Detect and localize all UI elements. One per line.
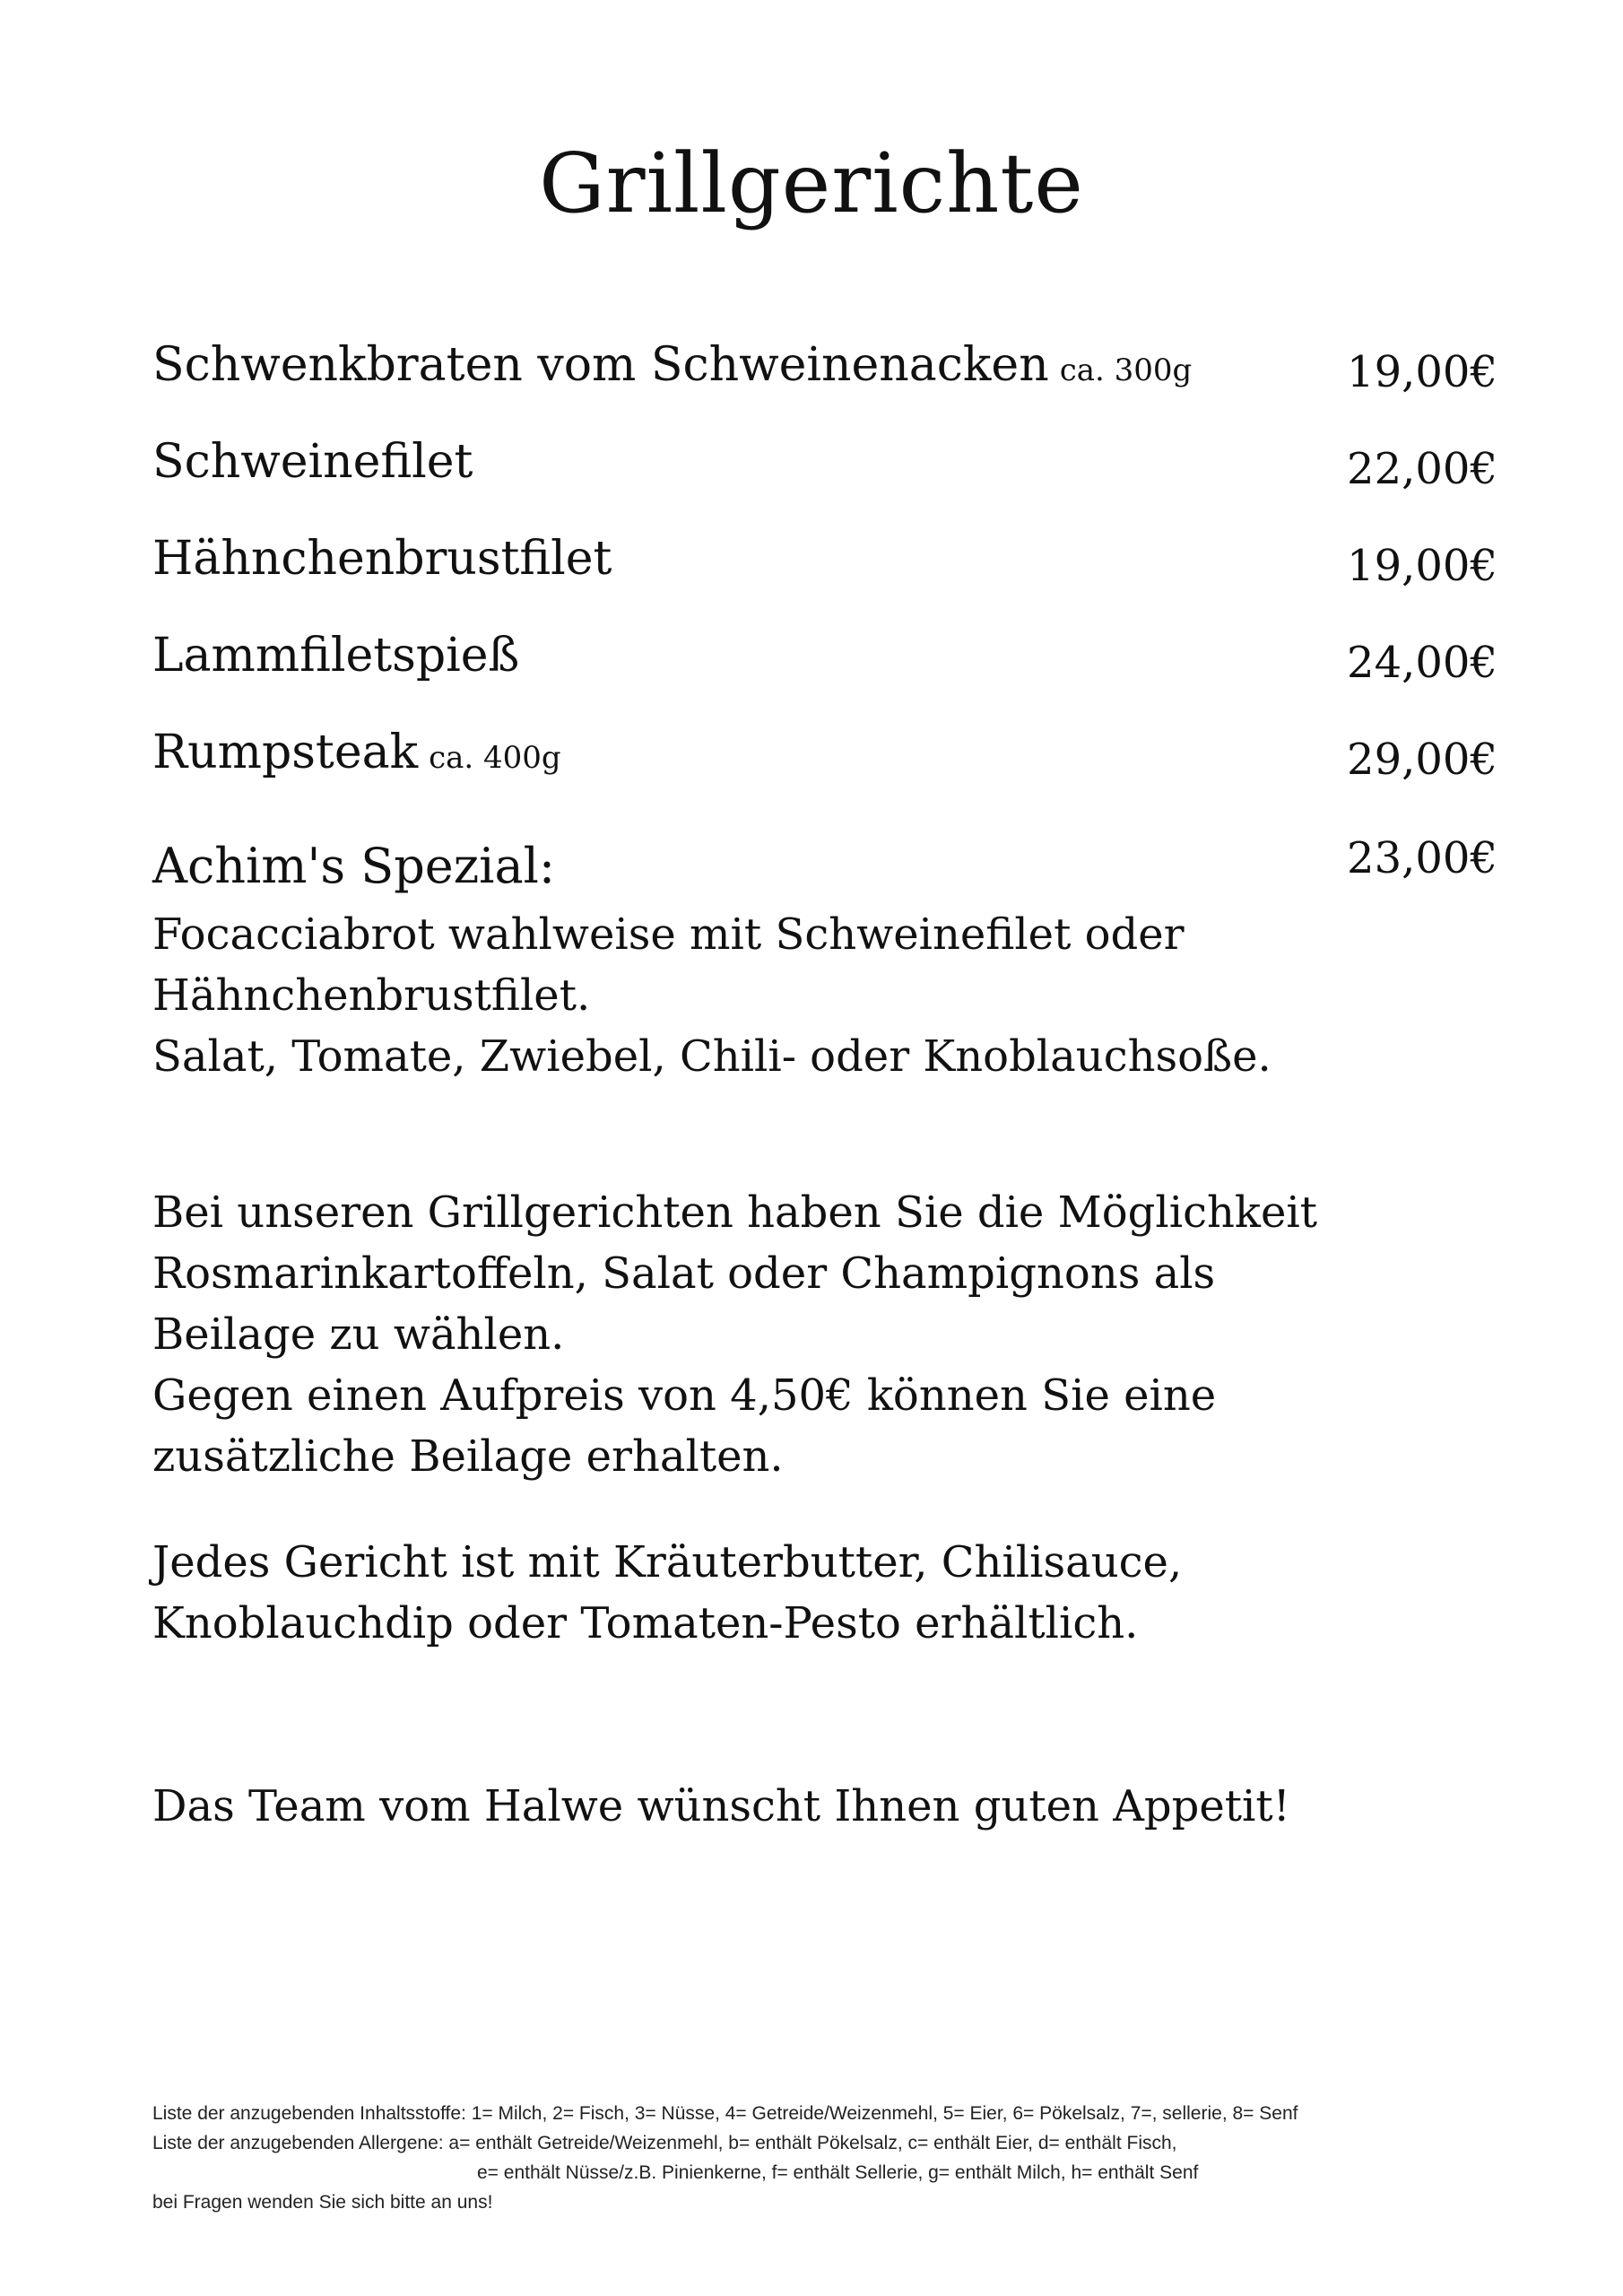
sauce-info (152, 1532, 1497, 1654)
page-title: Grillgerichte (539, 135, 1084, 231)
side-dish-info (152, 1182, 1497, 1487)
menu-item (152, 430, 1497, 527)
menu-item-price: 19,00€ (1347, 541, 1497, 591)
menu-item-weight: ca. 300g (1059, 352, 1193, 388)
special-line: Salat, Tomate, Zwiebel, Chili- oder Knoblauchsoße. (152, 1031, 1271, 1082)
contact-note: bei Fragen wenden Sie sich bitte an uns! (152, 2192, 493, 2213)
special-title: Achim's Spezial: (152, 838, 556, 894)
side-dish-line: Gegen einen Aufpreis von 4,50€ können Sie eine (152, 1370, 1217, 1421)
special-line: Focacciabrot wahlweise mit Schweinefilet oder (152, 909, 1185, 960)
menu-item (152, 624, 1497, 721)
menu-item-price: 24,00€ (1347, 638, 1497, 688)
special-offer (152, 834, 1497, 1087)
special-description (152, 904, 1497, 1087)
menu-item-name: Rumpsteak ca. 400g (152, 726, 561, 779)
menu-item-name: Hähnchenbrustfilet (152, 532, 612, 586)
side-dish-line: zusätzliche Beilage erhalten. (152, 1431, 784, 1482)
menu-item-name: Schwenkbraten vom Schweinenacken ca. 300g (152, 338, 1193, 392)
special-price: 23,00€ (1347, 833, 1497, 883)
menu-item-price: 22,00€ (1347, 444, 1497, 494)
allergens-list-continued: e= enthält Nüsse/z.B. Pinienkerne, f= enthält Sellerie, g= enthält Milch, h= enthält Senf (477, 2162, 1199, 2183)
side-dish-line: Rosmarinkartoffeln, Salat oder Champignons als (152, 1248, 1216, 1299)
sauce-line: Knoblauchdip oder Tomaten-Pesto erhältlich. (152, 1598, 1139, 1648)
menu-item (152, 527, 1497, 624)
special-header (152, 834, 1497, 904)
side-dish-line: Bei unseren Grillgerichten haben Sie die Möglichkeit (152, 1187, 1317, 1238)
menu-item-name: Schweinefilet (152, 435, 473, 489)
side-dish-line: Beilage zu wählen. (152, 1309, 565, 1360)
allergen-footer (152, 2099, 1497, 2217)
menu-item (152, 334, 1497, 430)
sauce-line: Jedes Gericht ist mit Kräuterbutter, Chilisauce, (152, 1537, 1183, 1587)
menu-item-price: 19,00€ (1347, 347, 1497, 397)
menu-item (152, 721, 1497, 818)
menu-item-weight: ca. 400g (429, 740, 561, 776)
grill-menu-list (152, 334, 1497, 1087)
allergens-list: Liste der anzugebenden Allergene: a= enthält Getreide/Weizenmehl, b= enthält Pökelsalz, c= enthält Eier, d= enthält Fisch, (152, 2133, 1177, 2153)
ingredients-list: Liste der anzugebenden Inhaltsstoffe: 1= Milch, 2= Fisch, 3= Nüsse, 4= Getreide/Weizenmehl, 5= Eier, 6= Pökelsalz, 7=, sellerie, 8= Senf (152, 2103, 1298, 2124)
greeting-text: Das Team vom Halwe wünscht Ihnen guten Appetit! (152, 1781, 1290, 1831)
special-line: Hähnchenbrustfilet. (152, 970, 591, 1021)
menu-item-price: 29,00€ (1347, 735, 1497, 785)
menu-item-name: Lammfiletspieß (152, 629, 520, 683)
